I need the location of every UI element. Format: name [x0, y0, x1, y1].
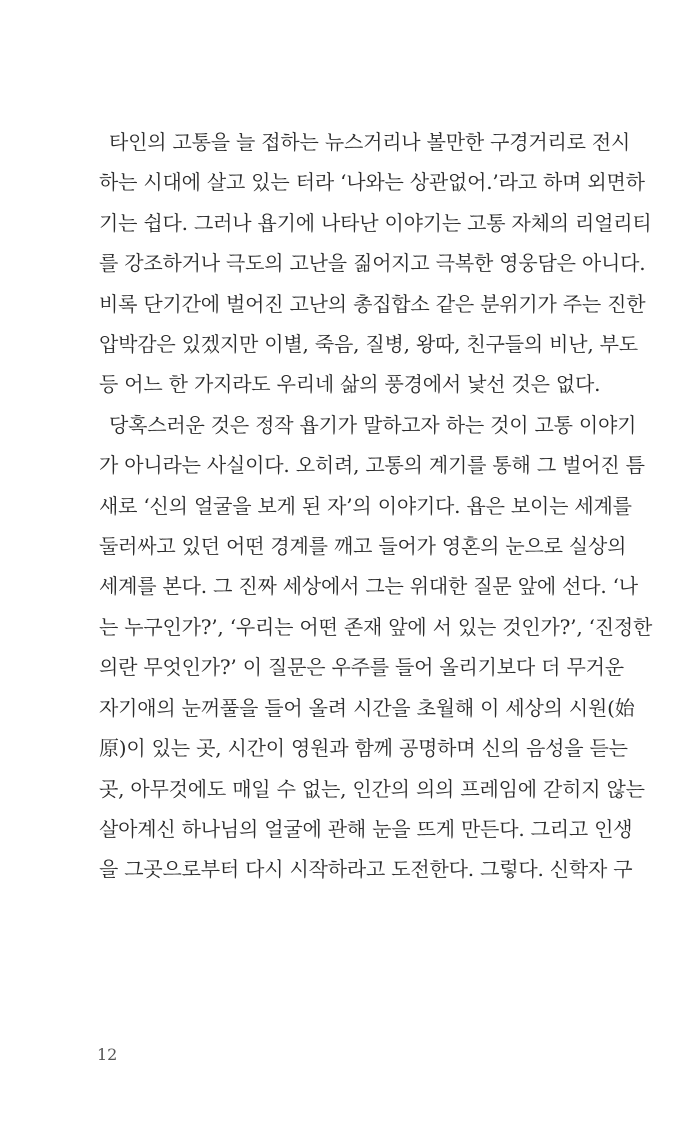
text-line: 을 그곳으로부터 다시 시작하라고 도전한다. 그렇다. 신학자 구 [99, 857, 633, 882]
text-line: 를 강조하거나 극도의 고난을 짊어지고 극복한 영웅담은 아니다. [99, 251, 646, 276]
text-line: 살아계신 하나님의 얼굴에 관해 눈을 뜨게 만든다. 그리고 인생 [99, 816, 633, 841]
text-line: 기는 쉽다. 그러나 욥기에 나타난 이야기는 고통 자체의 리얼리티 [99, 210, 652, 235]
text-line: 당혹스러운 것은 정작 욥기가 말하고자 하는 것이 고통 이야기 [109, 412, 637, 437]
text-line: 둘러싸고 있던 어떤 경계를 깨고 들어가 영혼의 눈으로 실상의 [99, 534, 627, 559]
text-line: 는 누구인가?’, ‘우리는 어떤 존재 앞에 서 있는 것인가?’, ‘진정한 [99, 614, 653, 639]
text-line: 原)이 있는 곳, 시간이 영원과 함께 공명하며 신의 음성을 듣는 [99, 736, 628, 761]
text-line: 등 어느 한 가지라도 우리네 삶의 풍경에서 낯선 것은 없다. [99, 372, 601, 397]
body-text [99, 122, 653, 890]
text-line: 하는 시대에 살고 있는 터라 ‘나와는 상관없어.’라고 하며 외면하 [99, 170, 645, 195]
text-line: 압박감은 있겠지만 이별, 죽음, 질병, 왕따, 친구들의 비난, 부도 [99, 332, 638, 357]
page-number: 12 [97, 1045, 118, 1064]
text-line: 세계를 본다. 그 진짜 세상에서 그는 위대한 질문 앞에 선다. ‘나 [99, 574, 638, 599]
text-line: 비록 단기간에 벌어진 고난의 총집합소 같은 분위기가 주는 진한 [99, 291, 646, 316]
text-line: 새로 ‘신의 얼굴을 보게 된 자’의 이야기다. 욥은 보이는 세계를 [99, 493, 632, 518]
text-line: 곳, 아무것에도 매일 수 없는, 인간의 의의 프레임에 갇히지 않는 [99, 776, 645, 801]
text-line: 가 아니라는 사실이다. 오히려, 고통의 계기를 통해 그 벌어진 틈 [99, 453, 645, 478]
text-line: 의란 무엇인가?’ 이 질문은 우주를 들어 올리기보다 더 무거운 [99, 655, 624, 680]
text-line: 타인의 고통을 늘 접하는 뉴스거리나 볼만한 구경거리로 전시 [109, 130, 631, 154]
text-line: 자기애의 눈꺼풀을 들어 올려 시간을 초월해 이 세상의 시원(始 [99, 695, 635, 720]
